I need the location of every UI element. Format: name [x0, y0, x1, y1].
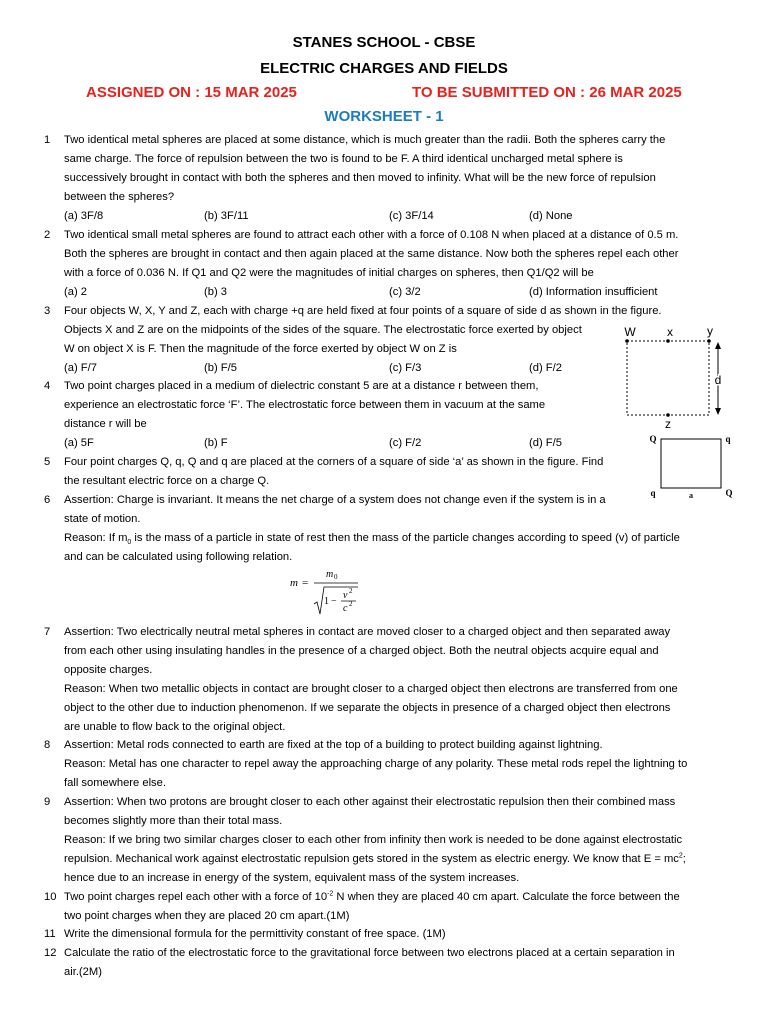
charge-w	[625, 339, 629, 343]
question-number: 9	[44, 796, 51, 808]
question-text: Write the dimensional formula for the permittivity constant of free space. (1M)	[64, 928, 446, 940]
option-b: (b) F/5	[204, 362, 237, 374]
svg-text:2: 2	[349, 587, 353, 595]
question-number: 3	[44, 305, 51, 317]
question-number: 12	[44, 947, 57, 959]
svg-text:v: v	[343, 590, 348, 601]
option-d: (d) None	[529, 210, 573, 222]
question-text: Objects X and Z are on the midpoints of the sides of the square. The electrostatic force exerted by object	[64, 324, 582, 336]
question-number: 2	[44, 229, 51, 241]
option-b: (b) 3F/11	[204, 210, 249, 222]
svg-text:2: 2	[349, 600, 353, 608]
option-a: (a) 3F/8	[64, 210, 104, 222]
option-b: (b) F	[204, 437, 228, 449]
option-d: (d) F/5	[529, 437, 562, 449]
charge-y	[707, 339, 711, 343]
question-number: 11	[44, 928, 56, 940]
options-row	[64, 207, 714, 226]
option-d: (d) Information insufficient	[529, 286, 658, 298]
option-d: (d) F/2	[529, 362, 562, 374]
reason-text: Reason: If $m_0$ is the mass of a particle in state of rest then the mass of the particle changes according to speed (v) of particle	[64, 532, 680, 547]
reason-text: and can be calculated using following relation.	[64, 551, 293, 563]
question-number: 5	[44, 456, 51, 468]
question-text: successively brought in contact with both the spheres and then moved to infinity. What will be the new force of repulsion	[64, 172, 656, 184]
option-c: (c) 3/2	[389, 286, 421, 298]
question-number: 1	[44, 134, 51, 146]
question-text: Assertion: Charge is invariant. It means the net charge of a system does not change even if the system is in a	[64, 494, 606, 506]
svg-text:−: −	[331, 596, 337, 607]
option-c: (c) 3F/14	[389, 210, 434, 222]
question-number: 10	[44, 891, 57, 903]
option-c: (c) F/3	[389, 362, 422, 374]
question-text: Assertion: Metal rods connected to earth are fixed at the top of a building to protect building against lightning.	[64, 739, 603, 751]
question-text: state of motion.	[64, 513, 141, 525]
question-text: W on object X is F. Then the magnitude of the force exerted by object W on Z is	[64, 343, 457, 355]
label-side-a: a	[689, 491, 693, 500]
question-number: 8	[44, 739, 51, 751]
question-text: Four point charges Q, q, Q and q are placed at the corners of a square of side ‘a’ as shown in the figure. Find	[64, 456, 604, 468]
question-text: with a force of 0.036 N. If Q1 and Q2 were the magnitudes of initial charges on spheres, then Q1/Q2 will be	[64, 267, 594, 279]
reason-text: object to the other due to induction phenomenon. If we separate the objects in presence of a charged object then electrons	[64, 702, 671, 714]
question-text: experience an electrostatic force ‘F’. The electrostatic force between them in vacuum at the same	[64, 399, 546, 411]
topic-title: ELECTRIC CHARGES AND FIELDS	[260, 60, 508, 77]
label-top-left: Q	[649, 434, 657, 444]
question-text: Assertion: When two protons are brought closer to each other against their electrostatic repulsion then their combined mass	[64, 796, 676, 808]
svg-text:0: 0	[334, 573, 338, 581]
question-text: same charge. The force of repulsion between the two is found to be F. A third identical uncharged metal sphere is	[64, 153, 623, 165]
question-text: the resultant electric force on a charge Q.	[64, 475, 270, 487]
label-bottom-left: q	[650, 488, 656, 498]
question-text: Calculate the ratio of the electrostatic force to the gravitational force between two electrons placed at a certain separation in	[64, 947, 675, 959]
arrow-down-icon	[715, 408, 721, 415]
label-x: x	[667, 325, 673, 339]
question-text: Four objects W, X, Y and Z, each with charge +q are held fixed at four points of a square of side d as shown in the figure.	[64, 305, 662, 317]
question-text: two point charges when they are placed 20 cm apart.(1M)	[64, 910, 350, 922]
reason-text: Reason: If we bring two similar charges closer to each other from infinity then work is needed to be done against electrostatic	[64, 834, 683, 846]
reason-text: fall somewhere else.	[64, 777, 166, 789]
question-text: Both the spheres are brought in contact and then again placed at the same distance. Now both the spheres repel each other	[64, 248, 679, 260]
option-a: (a) 2	[64, 286, 88, 298]
label-y: y	[707, 324, 713, 338]
svg-text:m: m	[326, 569, 334, 580]
relativistic-mass-formula	[286, 564, 366, 618]
question-text: becomes slightly more than their total mass.	[64, 815, 283, 827]
label-bottom-right: Q	[725, 488, 733, 498]
label-z: z	[665, 417, 671, 431]
options-row	[64, 283, 714, 302]
label-d: d	[714, 373, 722, 387]
svg-text:m: m	[290, 577, 298, 589]
assigned-date: ASSIGNED ON : 15 MAR 2025	[86, 84, 297, 101]
option-b: (b) 3	[204, 286, 228, 298]
worksheet-title: WORKSHEET - 1	[324, 108, 444, 125]
reason-text: Reason: Metal has one character to repel away the approaching charge of any polarity. These metal rods repel the lightning to	[64, 758, 688, 770]
reason-text: repulsion. Mechanical work against electrostatic repulsion gets stored in the system as electric energy. We know that $E = mc^2$;	[64, 852, 686, 865]
question-text: distance r will be	[64, 418, 147, 430]
question-text: from each other using insulating handles in the presence of a charged object. Both the neutral objects acquire equal and	[64, 645, 659, 657]
reason-text: Reason: When two metallic objects in contact are brought closer to a charged object then electrons are transferred from one	[64, 683, 678, 695]
question-text: Two identical small metal spheres are found to attract each other with a force of 0.108 N when placed at a distance of 0.5 m.	[64, 229, 679, 241]
svg-text:c: c	[343, 603, 348, 614]
question-text: Two point charges placed in a medium of dielectric constant 5 are at a distance r between them,	[64, 380, 539, 392]
label-top-right: q	[725, 434, 731, 444]
svg-text:1: 1	[324, 596, 329, 607]
label-w: W	[624, 325, 636, 339]
question-text: Two identical metal spheres are placed at some distance, which is much greater than the radii. Both the spheres carry the	[64, 134, 666, 146]
question-number: 6	[44, 494, 51, 506]
svg-text:=: =	[302, 577, 309, 589]
question-text: Two point charges repel each other with a force of $10^{-2}$ N when they are placed 40 cm apart. Calculate the force between the	[64, 890, 680, 903]
submission-date: TO BE SUBMITTED ON : 26 MAR 2025	[412, 84, 682, 101]
options-row	[64, 434, 714, 453]
question-text: between the spheres?	[64, 191, 175, 203]
reason-text: are unable to flow back to the original object.	[64, 721, 286, 733]
reason-text: hence due to an increase in energy of the system, equivalent mass of the system increases.	[64, 872, 520, 884]
option-a: (a) 5F	[64, 437, 94, 449]
question-text: air.(2M)	[64, 966, 102, 978]
question-text: opposite charges.	[64, 664, 153, 676]
question-number: 4	[44, 380, 51, 392]
question-number: 7	[44, 626, 51, 638]
option-a: (a) F/7	[64, 362, 97, 374]
school-title: STANES SCHOOL - CBSE	[292, 34, 476, 51]
arrow-up-icon	[715, 342, 721, 349]
option-c: (c) F/2	[389, 437, 422, 449]
question-text: Assertion: Two electrically neutral metal spheres in contact are moved closer to a charged object and then separated away	[64, 626, 671, 638]
charge-x	[666, 339, 670, 343]
